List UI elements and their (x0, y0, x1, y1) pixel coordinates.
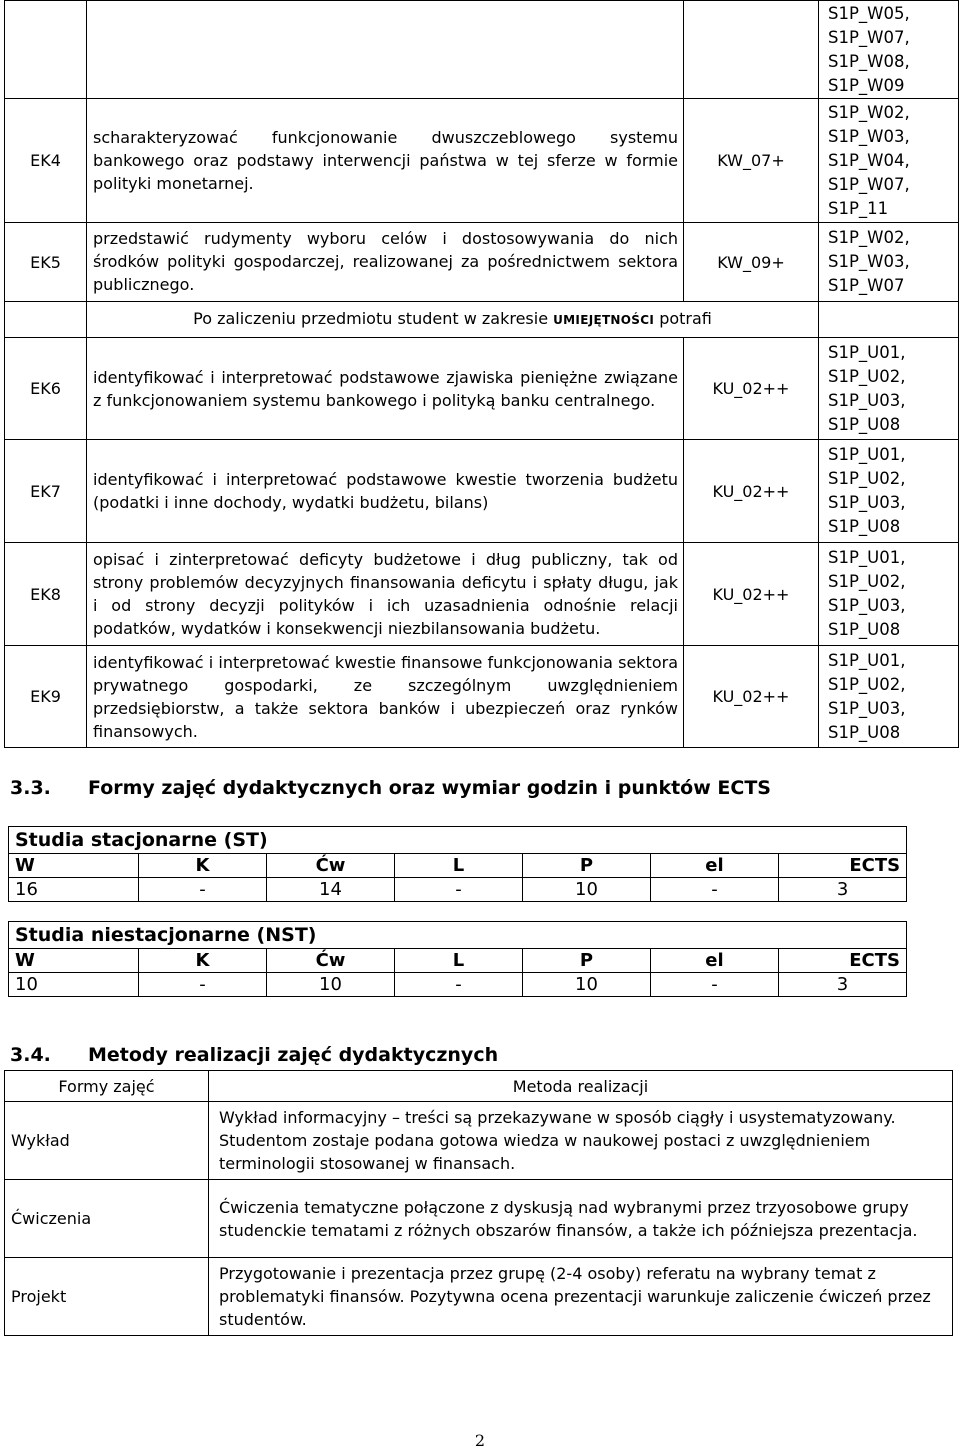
effect-code: EK6 (5, 338, 87, 440)
hours-table-title: Studia niestacjonarne (NST) (9, 922, 907, 949)
hours-table-nst (8, 921, 907, 997)
direction-effect-code: KU_02++ (684, 646, 819, 748)
header-cell: Metoda realizacji (209, 1071, 953, 1102)
header-cell: W (9, 854, 139, 878)
value-cell: 16 (9, 878, 139, 902)
effect-code: EK9 (5, 646, 87, 748)
value-cell: - (651, 973, 779, 997)
hours-header-row (9, 949, 907, 973)
direction-effect-code: KW_07+ (684, 99, 819, 223)
direction-effect-code: KU_02++ (684, 440, 819, 543)
direction-effect-code: KW_09+ (684, 223, 819, 302)
value-cell: 3 (779, 973, 907, 997)
value-cell: 10 (523, 878, 651, 902)
form-cell: Projekt (5, 1258, 209, 1336)
hours-table-title: Studia stacjonarne (ST) (9, 827, 907, 854)
value-cell: - (395, 878, 523, 902)
form-cell: Wykład (5, 1102, 209, 1180)
header-cell: el (651, 854, 779, 878)
table-row (5, 1, 959, 99)
effect-reference: S1P_U01, S1P_U02, S1P_U03, S1P_U08 (819, 646, 959, 748)
skills-category: UMIEJĘTNOŚCI (553, 313, 655, 327)
effect-description: identyfikować i interpretować kwestie finansowe funkcjonowania sektora prywatnego gospodarki, ze szczególnym uwzględnieniem przedsiębiorstw, a także sektora banków i ubezpieczeń oraz rynków finansowych. (87, 646, 684, 748)
value-cell: - (651, 878, 779, 902)
method-cell: Wykład informacyjny – treści są przekazywane w sposób ciągły i usystematyzowany. Studentom zostaje podana gotowa wiedza w naukowej postaci z uwzględnieniem terminologii stosowanej w finansach. (209, 1102, 953, 1180)
direction-effect-code: KU_02++ (684, 338, 819, 440)
header-cell: el (651, 949, 779, 973)
skills-header-row (5, 302, 959, 338)
effect-code: EK8 (5, 543, 87, 646)
effect-reference: S1P_U01, S1P_U02, S1P_U03, S1P_U08 (819, 543, 959, 646)
section-heading-3-3: 3.3. Formy zajęć dydaktycznych oraz wymiar godzin i punktów ECTS (10, 777, 771, 799)
skills-header: Po zaliczeniu przedmiotu student w zakresie UMIEJĘTNOŚCI potrafi (87, 302, 819, 338)
header-cell: K (139, 949, 267, 973)
table-row (5, 1258, 953, 1336)
header-cell: L (395, 854, 523, 878)
value-cell: 10 (9, 973, 139, 997)
table-row (5, 646, 959, 748)
value-cell: 10 (267, 973, 395, 997)
effect-description: identyfikować i interpretować podstawowe kwestie tworzenia budżetu (podatki i inne dochody, wydatki budżetu, bilans) (87, 440, 684, 543)
table-row (5, 223, 959, 302)
table-row (5, 440, 959, 543)
effect-reference: S1P_U01, S1P_U02, S1P_U03, S1P_U08 (819, 338, 959, 440)
section-heading-3-4: 3.4. Metody realizacji zajęć dydaktycznych (10, 1044, 499, 1066)
method-cell: Przygotowanie i prezentacja przez grupę (2-4 osoby) referatu na wybrany temat z problematyki finansów. Pozytywna ocena prezentacji warunkuje zaliczenie ćwiczeń przez studentów. (209, 1258, 953, 1336)
effect-code: EK5 (5, 223, 87, 302)
header-cell: P (523, 949, 651, 973)
effect-description: opisać i zinterpretować deficyty budżetowe i dług publiczny, tak od strony problemów decyzyjnych finansowania deficytu i spłaty długu, jak i od strony decyzji polityków i ich uzasadnienia odnośnie relacji podatków, wydatków i konsekwencji niezbilansowania budżetu. (87, 543, 684, 646)
form-cell: Ćwiczenia (5, 1180, 209, 1258)
method-cell: Ćwiczenia tematyczne połączone z dyskusją nad wybranymi przez trzyosobowe grupy studenckie tematami z różnych obszarów finansów, a także ich późniejsza prezentacja. (209, 1180, 953, 1258)
page-number: 2 (474, 1431, 486, 1450)
header-cell: W (9, 949, 139, 973)
effect-reference: S1P_W02, S1P_W03, S1P_W04, S1P_W07, S1P_11 (819, 99, 959, 223)
direction-effect-code: KU_02++ (684, 543, 819, 646)
hours-table-st (8, 826, 907, 902)
effect-description: scharakteryzować funkcjonowanie dwuszczeblowego systemu bankowego oraz podstawy interwencji państwa w tej sferze w formie polityki monetarnej. (87, 99, 684, 223)
header-cell: P (523, 854, 651, 878)
effect-reference: S1P_W02, S1P_W03, S1P_W07 (819, 223, 959, 302)
value-cell: 3 (779, 878, 907, 902)
header-cell: ECTS (779, 854, 907, 878)
effect-reference: S1P_U01, S1P_U02, S1P_U03, S1P_U08 (819, 440, 959, 543)
table-row (5, 1180, 953, 1258)
value-cell: 14 (267, 878, 395, 902)
table-row (5, 1102, 953, 1180)
header-cell: Ćw (267, 949, 395, 973)
table-row (5, 99, 959, 223)
header-cell: Ćw (267, 854, 395, 878)
hours-value-row (9, 878, 907, 902)
effect-reference: S1P_W05, S1P_W07, S1P_W08, S1P_W09 (819, 1, 959, 99)
table-row (5, 338, 959, 440)
hours-header-row (9, 854, 907, 878)
effect-description: przedstawić rudymenty wyboru celów i dostosowywania do nich środków polityki gospodarczej, realizowanej za pośrednictwem sektora publicznego. (87, 223, 684, 302)
header-cell: Formy zajęć (5, 1071, 209, 1102)
methods-header-row (5, 1071, 953, 1102)
header-cell: K (139, 854, 267, 878)
learning-outcomes-table (4, 0, 959, 748)
value-cell: - (139, 878, 267, 902)
header-cell: ECTS (779, 949, 907, 973)
header-cell: L (395, 949, 523, 973)
methods-table (4, 1070, 953, 1336)
effect-code: EK4 (5, 99, 87, 223)
value-cell: 10 (523, 973, 651, 997)
effect-description: identyfikować i interpretować podstawowe zjawiska pieniężne związane z funkcjonowaniem systemu bankowego i polityką banku centralnego. (87, 338, 684, 440)
table-row (5, 543, 959, 646)
value-cell: - (395, 973, 523, 997)
hours-value-row (9, 973, 907, 997)
value-cell: - (139, 973, 267, 997)
effect-code: EK7 (5, 440, 87, 543)
